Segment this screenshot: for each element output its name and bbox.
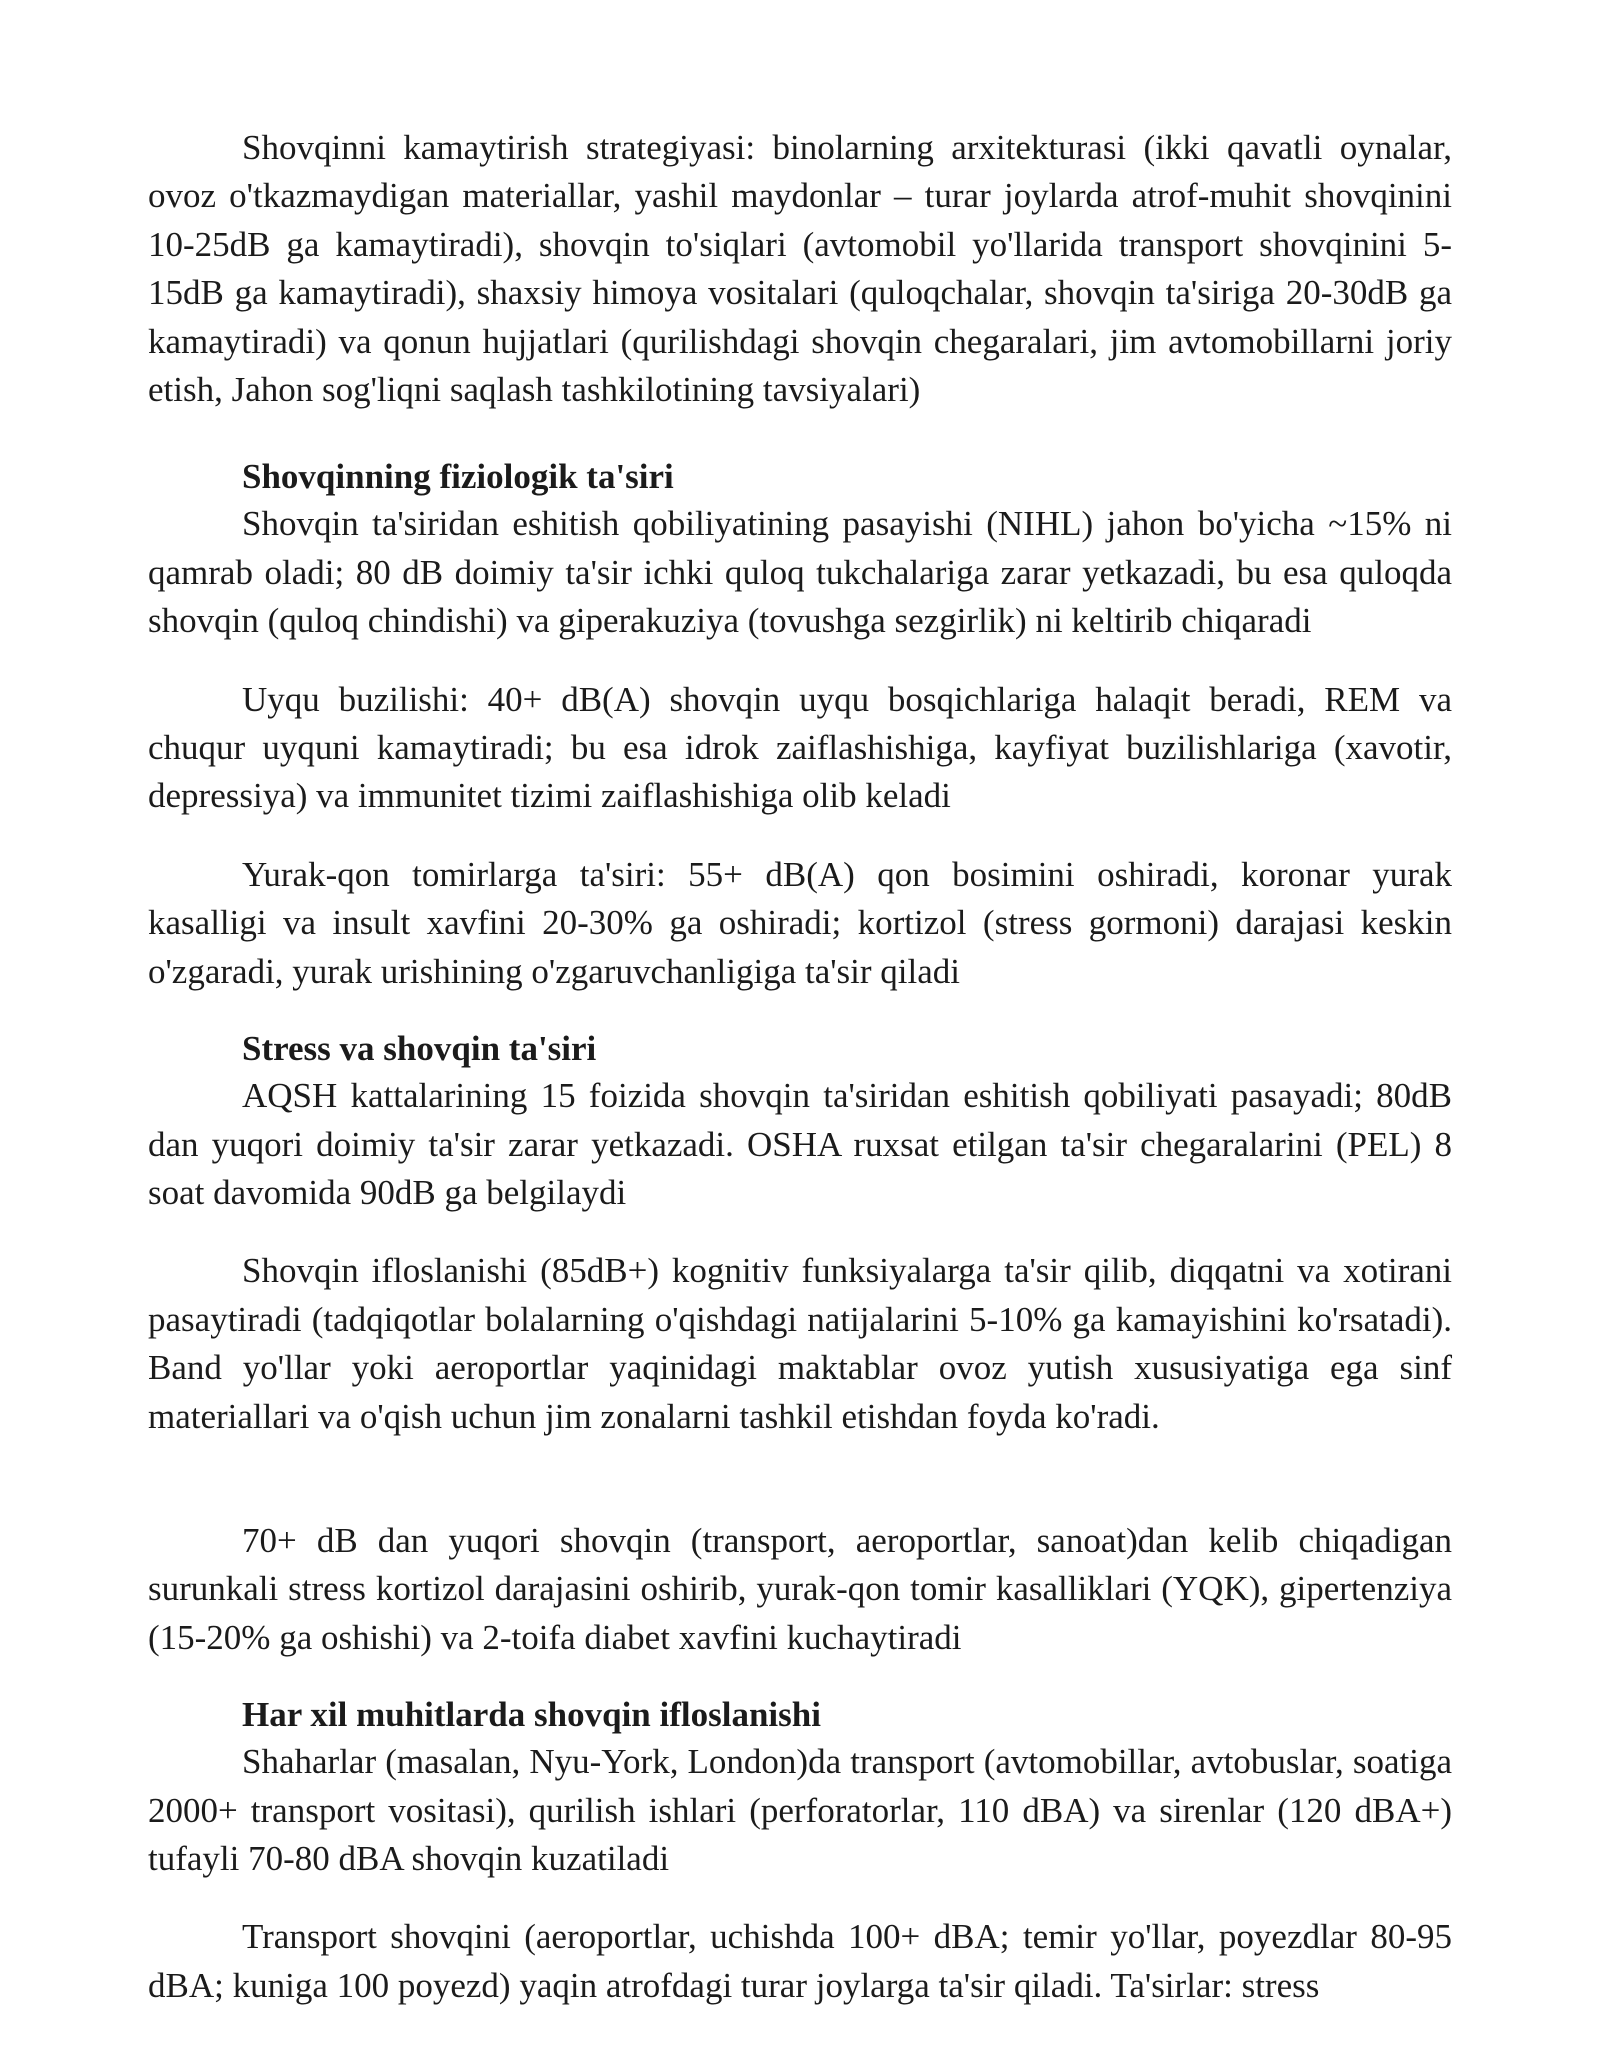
paragraph-city-noise: Shaharlar (masalan, Nyu-York, London)da transport (avtomobillar, avtobuslar, soatiga 2000+ transport vositasi), qurilish ishlari (perforatorlar, 110 dBA) va sirenlar (120 dBA+) tufayli 70-80 dBA shovqin kuzatiladi — [148, 1742, 1452, 1878]
paragraph-us-adults-hearing: AQSH kattalarining 15 foizida shovqin ta'siridan eshitish qobiliyati pasayadi; 80dB dan yuqori doimiy ta'sir zarar yetkazadi. OSHA ruxsat etilgan ta'sir chegaralarini (PEL) 8 soat davomida 90dB ga belgilaydi — [148, 1076, 1452, 1212]
heading-different-environments: Har xil muhitlarda shovqin ifloslanishi — [242, 1695, 821, 1735]
paragraph-hearing-loss: Shovqin ta'siridan eshitish qobiliyatining pasayishi (NIHL) jahon bo'yicha ~15% ni qamrab oladi; 80 dB doimiy ta'sir ichki quloq tukchalariga zarar yetkazadi, bu esa quloqda shovqin (quloq chindishi) va giperakuziya (tovushga sezgirlik) ni keltirib chiqaradi — [148, 504, 1452, 641]
paragraph-chronic-stress: 70+ dB dan yuqori shovqin (transport, aeroportlar, sanoat)dan kelib chiqadigan surunkali stress kortizol darajasini oshirib, yurak-qon tomir kasalliklari (YQK), gipertenziya (15-20% ga oshishi) va 2-toifa diabet xavfini kuchaytiradi — [148, 1520, 1452, 1657]
paragraph-sleep-disruption: Uyqu buzilishi: 40+ dB(A) shovqin uyqu bosqichlariga halaqit beradi, REM va chuqur uyquni kamaytiradi; bu esa idrok zaiflashishiga, kayfiyat buzilishlariga (xavotir, depressiya) va immunitet tizimi zaiflashishiga olib keladi — [148, 679, 1452, 816]
document-page — [148, 124, 1452, 2010]
paragraph-cardiovascular-effects: Yurak-qon tomirlarga ta'siri: 55+ dB(A) qon bosimini oshiradi, koronar yurak kasalligi va insult xavfini 20-30% ga oshiradi; kortizol (stress gormoni) darajasi keskin o'zgaradi, yurak urishining o'zgaruvchanligiga ta'sir qiladi — [148, 854, 1452, 991]
paragraph-cognitive-effects: Shovqin ifloslanishi (85dB+) kognitiv funksiyalarga ta'sir qilib, diqqatni va xotirani pasaytiradi (tadqiqotlar bolalarning o'qishdagi natijalarini 5-10% ga kamayishini ko'rsatadi). Band yo'llar yoki aeroportlar yaqinidagi maktablar ovoz yutish xususiyatiga ega sinf materiallari va o'qish uchun jim zonalarni tashkil etishdan foyda ko'radi. — [148, 1251, 1452, 1436]
heading-physiological-effects: Shovqinning fiziologik ta'siri — [242, 457, 674, 497]
heading-stress-and-noise: Stress va shovqin ta'siri — [242, 1029, 597, 1069]
paragraph-transport-noise: Transport shovqini (aeroportlar, uchishda 100+ dBA; temir yo'llar, poyezdlar 80-95 dBA; kuniga 100 poyezd) yaqin atrofdagi turar joylarga ta'sir qiladi. Ta'sirlar: stress — [148, 1917, 1452, 2005]
paragraph-noise-reduction-strategy: Shovqinni kamaytirish strategiyasi: binolarning arxitekturasi (ikki qavatli oynalar, ovoz o'tkazmaydigan materiallar, yashil maydonlar – turar joylarda atrof-muhit shovqinini 10-25dB ga kamaytiradi), shovqin to'siqlari (avtomobil yo'llarida transport shovqinini 5-15dB ga kamaytiradi), shaxsiy himoya vositalari (quloqchalar, shovqin ta'siriga 20-30dB ga kamaytiradi) va qonun hujjatlari (qurilishdagi shovqin chegaralari, jim avtomobillarni joriy etish, Jahon sog'liqni saqlash tashkilotining tavsiyalari) — [148, 128, 1452, 410]
